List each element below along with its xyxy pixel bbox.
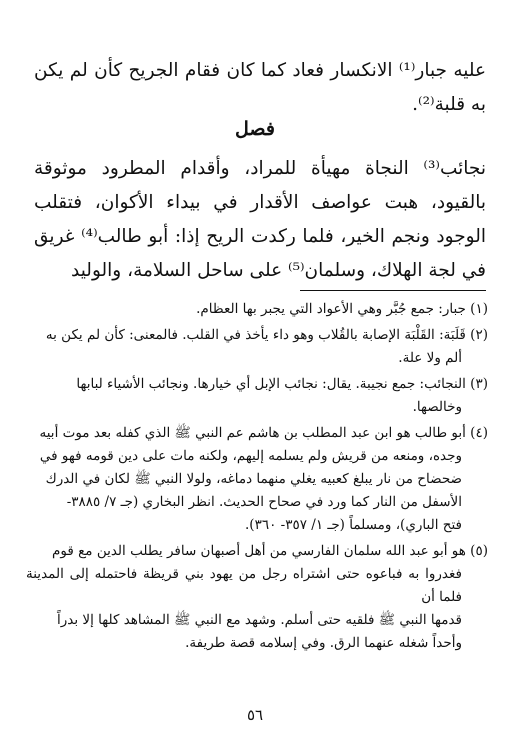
footnote-line: (٤) أبو طالب هو ابن عبد المطلب بن هاشم عم النبي ﷺ الذي كفله بعد موت أبيه: [39, 425, 488, 441]
main-text-top: [34, 54, 486, 122]
footnote-line: فغدروا به فباعوه حتى اشتراه رجل من يهود بني قريظة فاحتمله إلى المدينة فلما أن: [26, 566, 462, 605]
footnote-3: [26, 373, 488, 419]
footnote-line: (٣) النجائب: جمع نجيبة. يقال: نجائب الإبل أي خيارها. ونجائب الأشياء لبابها: [76, 376, 488, 392]
footnote-2: [26, 324, 488, 370]
footnote-line: (٢) قَلَبَة: القَلْبَة الإصابة بالقُلاب وهو داء يأخذ في القلب. فالمعنى: كأن لم يكن به: [45, 327, 488, 343]
footnote-line: (١) جبار: جمع جُبَّر وهي الأعواد التي يجبر بها العظام.: [196, 301, 488, 317]
footnote-line: ضحضاح من نار يبلغ كعبيه يغلي منهما دماغه، ولولا النبي ﷺ لكان في الدرك: [45, 471, 462, 487]
footnote-line: وأحداً شغله عنهما الرق. وفي إسلامه قصة طريفة.: [185, 635, 462, 651]
footnote-line: ألم ولا علة.: [398, 350, 462, 366]
footnote-5: [26, 540, 488, 655]
footnote-4: [26, 422, 488, 537]
paragraph-continuation: عليه جبار⁽¹⁾ الانكسار فعاد كما كان فقام الجريح كأن لم يكن به قلبة⁽²⁾.: [34, 60, 486, 115]
section-paragraph: نجائب⁽³⁾ النجاة مهيأة للمراد، وأقدام المطرود موثوقة بالقيود، هبت عواصف الأقدار في بيداء الأكوان، فتقلب الوجود ونجم الخير، فلما ركدت الريح إذا: أبو طالب⁽⁴⁾ غريق في لجة الهلاك، وسلمان⁽⁵⁾ على ساحل السلامة، والوليد: [34, 158, 486, 281]
page-number: ٥٦: [246, 706, 264, 724]
footnote-line: وخالصها.: [412, 399, 462, 415]
footnotes: [26, 298, 488, 658]
footnote-line: الأسفل من النار كما ورد في صحاح الحديث. انظر البخاري (جـ ٧/ ٣٨٨٥-: [66, 494, 462, 510]
footnote-line: قدمها النبي ﷺ فلقيه حتى أسلم. وشهد مع النبي ﷺ المشاهد كلها إلا بدراً: [57, 612, 462, 628]
main-text-section: [34, 152, 486, 288]
footnote-1: [26, 298, 488, 321]
footnote-line: فتح الباري)، ومسلماً (جـ ١/ ٣٥٧- ٣٦٠).: [245, 517, 462, 533]
footnote-line: (٥) هو أبو عبد الله سلمان الفارسي من أهل أصبهان سافر يطلب الدين مع قوم: [52, 543, 488, 559]
footnote-separator: [300, 290, 486, 291]
footnote-line: وجده، ومنعه من قريش ولم يسلمه إليهم، ولكنه مات على دين قومه فهو في: [39, 448, 462, 464]
section-title: فصل: [235, 118, 275, 140]
